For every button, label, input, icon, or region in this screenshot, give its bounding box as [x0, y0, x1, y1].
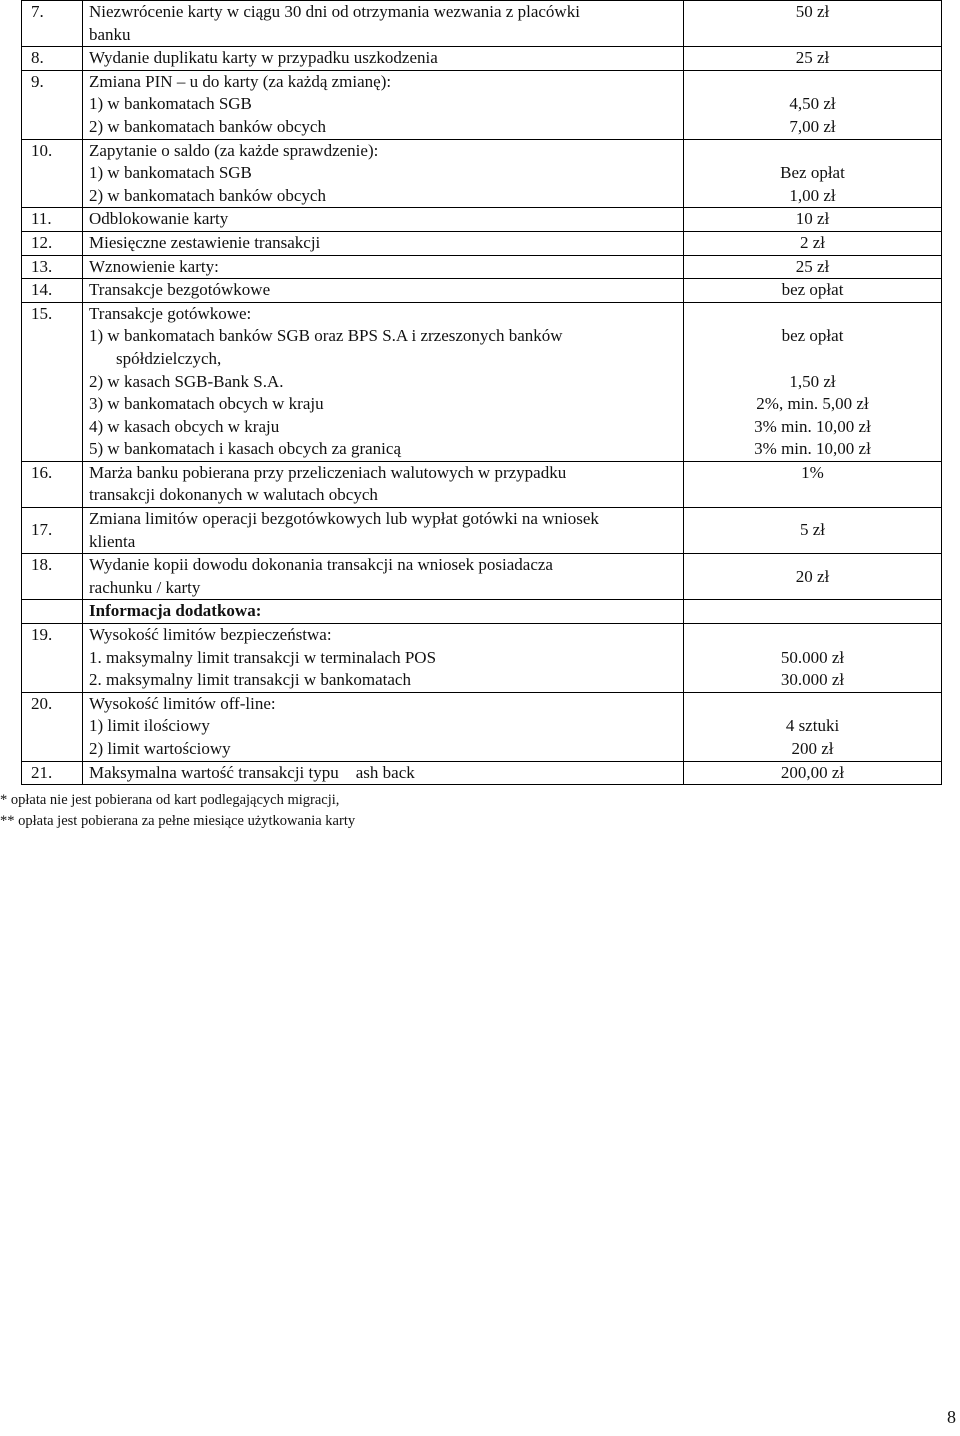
fee-value: Bez opłat — [780, 163, 845, 183]
fee-value: 1% — [801, 462, 824, 482]
table-row — [22, 139, 942, 208]
description-line: 3) w bankomatach obcych w kraju — [89, 394, 324, 414]
description-line: Zmiana limitów operacji bezgotówkowych lub wypłat gotówki na wniosek — [89, 509, 599, 529]
fee-value: 200 zł — [791, 739, 834, 758]
fee-value: 2%, min. 5,00 zł — [756, 394, 869, 414]
fee-value: 4 sztuki — [785, 716, 840, 736]
description-line: 2) w bankomatach banków obcych — [89, 185, 326, 205]
footnote: ** opłata jest pobierana za pełne miesiące użytkowania karty — [0, 813, 356, 829]
fee-value: 4,50 zł — [789, 94, 836, 114]
row-fee — [684, 70, 942, 139]
table-row — [22, 208, 942, 232]
description-line: Miesięczne zestawienie transakcji — [89, 232, 321, 252]
row-fee — [684, 508, 942, 554]
table-row — [22, 692, 942, 761]
fee-value: 3% min. 10,00 zł — [754, 439, 871, 459]
fee-value: 5 zł — [799, 520, 826, 540]
table-row — [22, 508, 942, 554]
row-description — [83, 624, 684, 693]
table-row — [22, 761, 942, 785]
description-line: 5) w bankomatach i kasach obcych za granicą — [89, 439, 401, 459]
description-line: banku — [89, 24, 131, 44]
description-line: 2. maksymalny limit transakcji w bankomatach — [89, 670, 411, 690]
row-fee — [684, 302, 942, 461]
row-fee — [684, 600, 942, 624]
row-description — [83, 600, 684, 624]
row-number: 20. — [22, 692, 83, 761]
description-line: 1. maksymalny limit transakcji w terminalach POS — [89, 647, 437, 667]
description-line: Odblokowanie karty — [89, 209, 229, 229]
fee-value: 25 zł — [795, 48, 830, 68]
fee-value: 10 zł — [795, 209, 830, 229]
description-line: Zmiana PIN – u do karty (za każdą zmianę): — [89, 71, 392, 91]
description-line: spółdzielczych, — [116, 348, 222, 368]
description-line: 2) limit wartościowy — [89, 739, 231, 758]
row-description — [83, 461, 684, 507]
description-line: Transakcje bezgotówkowe — [89, 280, 271, 300]
row-description — [83, 231, 684, 255]
fee-value: 3% min. 10,00 zł — [754, 416, 871, 436]
table-row — [22, 461, 942, 507]
row-number: 21. — [22, 761, 83, 785]
description-line: Marża banku pobierana przy przeliczeniach walutowych w przypadku — [89, 462, 567, 482]
table-row — [22, 302, 942, 461]
table-row — [22, 600, 942, 624]
description-line: 1) w bankomatach SGB — [89, 163, 252, 183]
row-description — [83, 70, 684, 139]
section-heading: Informacja dodatkowa: — [89, 601, 262, 621]
fee-value: 50.000 zł — [780, 647, 845, 667]
row-number: 12. — [22, 231, 83, 255]
row-description — [83, 302, 684, 461]
table-row — [22, 231, 942, 255]
row-number: 17. — [22, 508, 83, 554]
fee-value: 25 zł — [795, 256, 830, 276]
description-line: Wysokość limitów bezpieczeństwa: — [89, 625, 332, 645]
fee-value: 1,50 zł — [789, 371, 836, 391]
row-fee — [684, 139, 942, 208]
table-row — [22, 47, 942, 71]
row-description — [83, 255, 684, 279]
row-description — [83, 508, 684, 554]
fee-value: 2 zł — [799, 232, 826, 252]
fee-value: 7,00 zł — [789, 116, 836, 136]
row-fee — [684, 208, 942, 232]
page-number: 8 — [947, 1407, 956, 1427]
row-number: 19. — [22, 624, 83, 693]
description-line: Wydanie duplikatu karty w przypadku uszkodzenia — [89, 48, 438, 68]
fee-table — [21, 0, 942, 785]
footnote: * opłata nie jest pobierana od kart podlegających migracji, — [0, 792, 340, 808]
row-fee — [684, 554, 942, 600]
row-description — [83, 47, 684, 71]
table-row — [22, 624, 942, 693]
description-line: Maksymalna wartość transakcji typu ash back — [89, 762, 415, 782]
table-row — [22, 255, 942, 279]
fee-value: 50 zł — [795, 2, 830, 21]
description-line: Transakcje gotówkowe: — [89, 303, 252, 323]
footnotes — [0, 790, 355, 832]
table-row — [22, 554, 942, 600]
description-line: klienta — [89, 531, 136, 551]
fee-value: 1,00 zł — [789, 185, 836, 205]
row-number: 10. — [22, 139, 83, 208]
row-number: 7. — [22, 1, 83, 47]
row-number: 14. — [22, 279, 83, 303]
description-line: rachunku / karty — [89, 577, 201, 597]
row-number: 11. — [22, 208, 83, 232]
row-number: 15. — [22, 302, 83, 461]
row-fee — [684, 692, 942, 761]
table-row — [22, 279, 942, 303]
row-description — [83, 139, 684, 208]
description-line: 1) w bankomatach SGB — [89, 94, 252, 114]
fee-value: bez opłat — [781, 280, 844, 300]
row-number: 18. — [22, 554, 83, 600]
description-line: Zapytanie o saldo (za każde sprawdzenie): — [89, 140, 379, 160]
description-line: 1) limit ilościowy — [89, 716, 210, 736]
description-line: Wysokość limitów off-line: — [89, 693, 276, 713]
row-number: 13. — [22, 255, 83, 279]
table-row — [22, 1, 942, 47]
table-row — [22, 70, 942, 139]
description-line: 1) w bankomatach banków SGB oraz BPS S.A i zrzeszonych banków — [89, 326, 563, 346]
row-description — [83, 208, 684, 232]
row-fee — [684, 47, 942, 71]
row-description — [83, 761, 684, 785]
description-line: 4) w kasach obcych w kraju — [89, 416, 280, 436]
row-description — [83, 1, 684, 47]
row-description — [83, 554, 684, 600]
row-fee — [684, 461, 942, 507]
row-description — [83, 279, 684, 303]
row-number: 16. — [22, 461, 83, 507]
row-description — [83, 692, 684, 761]
fee-value: 200,00 zł — [780, 762, 845, 782]
fee-value: 30.000 zł — [780, 670, 845, 690]
description-line: Niezwrócenie karty w ciągu 30 dni od otrzymania wezwania z placówki — [89, 2, 580, 21]
row-fee — [684, 279, 942, 303]
fee-value: bez opłat — [781, 326, 844, 346]
row-fee — [684, 231, 942, 255]
row-fee — [684, 624, 942, 693]
description-line: Wznowienie karty: — [89, 256, 219, 276]
row-number: 8. — [22, 47, 83, 71]
row-number — [22, 600, 83, 624]
row-fee — [684, 255, 942, 279]
row-fee — [684, 761, 942, 785]
row-number: 9. — [22, 70, 83, 139]
description-line: 2) w bankomatach banków obcych — [89, 116, 326, 136]
description-line: Wydanie kopii dowodu dokonania transakcji na wniosek posiadacza — [89, 555, 553, 575]
fee-value: 20 zł — [795, 566, 830, 586]
row-fee — [684, 1, 942, 47]
description-line: transakcji dokonanych w walutach obcych — [89, 485, 378, 505]
description-line: 2) w kasach SGB-Bank S.A. — [89, 371, 284, 391]
